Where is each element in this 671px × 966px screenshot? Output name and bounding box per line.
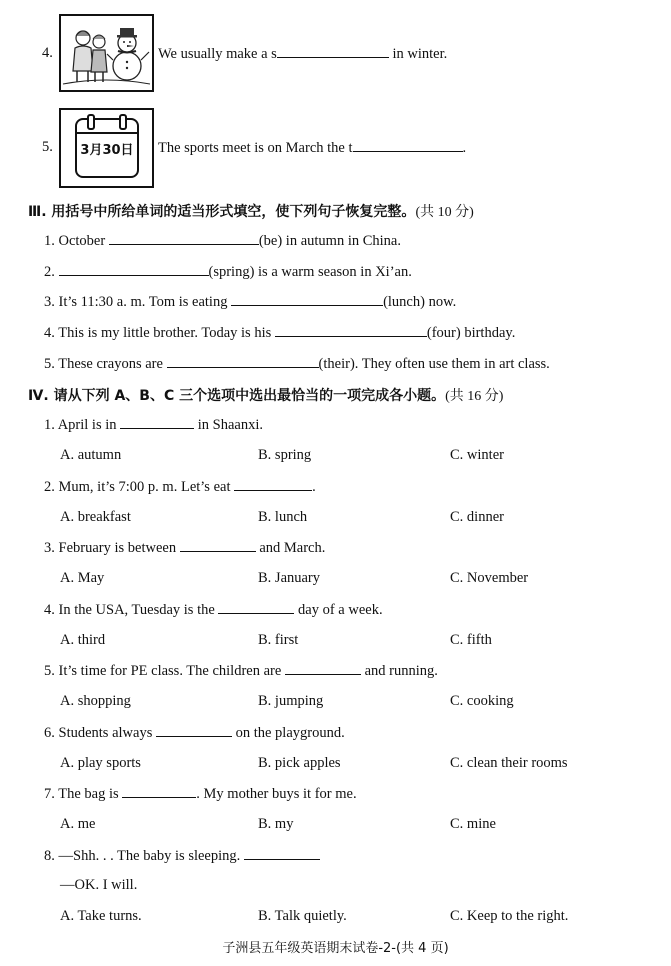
mc-number: 3. [44, 540, 55, 556]
mc-6-option-c[interactable]: C. clean their rooms [450, 755, 568, 771]
mc-number: 5. [44, 663, 55, 679]
s3-item-blank[interactable] [275, 324, 427, 337]
item-5-blank[interactable] [353, 139, 463, 152]
mc-question-8 [44, 847, 320, 865]
s3-item-text-after: (spring) is a warm season in Xi’an. [208, 264, 412, 280]
mc-text-after: . My mother buys it for me. [196, 786, 357, 802]
mc-question-4 [44, 601, 383, 619]
item-4-sentence [158, 45, 447, 63]
s3-item-2 [44, 263, 412, 281]
mc-text-after: and March. [255, 540, 326, 556]
item-4-blank[interactable] [277, 45, 389, 58]
mc-number: 2. [44, 479, 55, 495]
mc-text: February is between [58, 540, 180, 556]
mc-5-option-c[interactable]: C. cooking [450, 693, 514, 709]
item-4-number: 4. [42, 45, 53, 61]
s3-item-blank[interactable] [167, 355, 319, 368]
mc-number: 7. [44, 786, 55, 802]
s3-item-text: It’s 11:30 a. m. Tom is eating [58, 294, 232, 310]
mc-8-option-a[interactable]: A. Take turns. [60, 908, 142, 924]
s3-item-number: 5. [44, 356, 55, 372]
mc-2-option-b[interactable]: B. lunch [258, 509, 308, 525]
mc-number: 6. [44, 725, 55, 741]
mc-text-after: on the playground. [231, 725, 345, 741]
item-5-text: The sports meet is on March the t [158, 140, 353, 156]
mc-5-option-a[interactable]: A. shopping [60, 693, 131, 709]
item-4-text: We usually make a s [158, 46, 277, 62]
s3-item-4 [44, 324, 515, 342]
mc-6-option-a[interactable]: A. play sports [60, 755, 141, 771]
mc-blank[interactable] [156, 724, 232, 737]
mc-text-after: . [312, 479, 316, 495]
mc-blank[interactable] [285, 662, 361, 675]
mc-blank[interactable] [180, 539, 256, 552]
mc-question-3 [44, 539, 325, 557]
s3-item-1 [44, 232, 401, 250]
mc-1-option-b[interactable]: B. spring [258, 447, 312, 463]
mc-blank[interactable] [218, 601, 294, 614]
section-3-title [28, 201, 474, 221]
mc-number: 1. [44, 417, 55, 433]
section-4-title [28, 385, 503, 405]
s3-item-number: 1. [44, 233, 55, 249]
section-4-score: (共 16 分) [445, 389, 504, 404]
s3-item-text: These crayons are [58, 356, 167, 372]
s3-item-text-after: (lunch) now. [383, 294, 457, 310]
mc-blank[interactable] [122, 785, 196, 798]
mc-blank[interactable] [234, 478, 312, 491]
mc-3-option-c[interactable]: C. November [450, 570, 529, 586]
mc-7-option-a[interactable]: A. me [60, 816, 96, 832]
mc-2-option-a[interactable]: A. breakfast [60, 509, 131, 525]
s3-item-text-after: (their). They often use them in art class. [318, 356, 550, 372]
s3-item-text-after: (be) in autumn in China. [258, 233, 401, 249]
mc-4-option-b[interactable]: B. first [258, 632, 299, 648]
mc-question-1 [44, 416, 263, 434]
mc-text-after: day of a week. [294, 602, 383, 618]
mc-6-option-b[interactable]: B. pick apples [258, 755, 341, 771]
item-5-sentence [158, 139, 466, 157]
mc-1-option-a[interactable]: A. autumn [60, 447, 122, 463]
section-3-heading: Ⅲ. 用括号中所给单词的适当形式填空，使下列句子恢复完整。 [28, 204, 416, 220]
mc-question-2 [44, 478, 316, 496]
mc-question-7 [44, 785, 357, 803]
s3-item-number: 3. [44, 294, 55, 310]
mc-blank[interactable] [244, 847, 320, 860]
mc-number: 4. [44, 602, 55, 618]
mc-text: April is in [57, 417, 121, 433]
s3-item-blank[interactable] [231, 293, 383, 306]
item-5-number: 5. [42, 139, 53, 155]
mc-text: It’s time for PE class. The children are [58, 663, 285, 679]
mc-3-option-a[interactable]: A. May [60, 570, 105, 586]
calendar-picture [59, 108, 154, 188]
item-4-text-after: in winter. [388, 46, 448, 62]
s3-item-number: 4. [44, 325, 55, 341]
s3-item-blank[interactable] [109, 232, 259, 245]
mc-4-option-c[interactable]: C. fifth [450, 632, 492, 648]
calendar-date: 3月30日 [80, 143, 134, 158]
calendar-icon [75, 118, 139, 178]
mc-text: In the USA, Tuesday is the [58, 602, 219, 618]
s3-item-3 [44, 293, 456, 311]
mc-blank[interactable] [120, 416, 194, 429]
mc-1-option-c[interactable]: C. winter [450, 447, 504, 463]
s3-item-blank[interactable] [59, 263, 209, 276]
mc-text: Mum, it’s 7:00 p. m. Let’s eat [58, 479, 235, 495]
mc-3-option-b[interactable]: B. January [258, 570, 321, 586]
mc-4-option-a[interactable]: A. third [60, 632, 106, 648]
mc-8-option-c[interactable]: C. Keep to the right. [450, 908, 569, 924]
s3-item-text-after: (four) birthday. [426, 325, 516, 341]
item-5-text-after: . [462, 140, 467, 156]
mc-8-option-b[interactable]: B. Talk quietly. [258, 908, 347, 924]
mc-text: —Shh. . . The baby is sleeping. [58, 848, 244, 864]
mc-7-option-c[interactable]: C. mine [450, 816, 496, 832]
mc-5-option-b[interactable]: B. jumping [258, 693, 324, 709]
s3-item-number: 2. [44, 264, 55, 280]
snowman-picture [59, 14, 154, 92]
mc-number: 8. [44, 848, 55, 864]
mc-2-option-c[interactable]: C. dinner [450, 509, 504, 525]
s3-item-text: This is my little brother. Today is his [58, 325, 275, 341]
s3-item-text: October [58, 233, 109, 249]
page-footer: 子洲县五年级英语期末试卷-2-(共 4 页) [222, 941, 449, 956]
mc-text-after: and running. [360, 663, 438, 679]
mc-7-option-b[interactable]: B. my [258, 816, 294, 832]
mc-8-reply: —OK. I will. [60, 877, 138, 893]
mc-text: Students always [58, 725, 156, 741]
mc-text: The bag is [58, 786, 123, 802]
mc-question-6 [44, 724, 345, 742]
section-3-score: (共 10 分) [415, 205, 474, 220]
section-4-heading: Ⅳ. 请从下列 A、B、C 三个选项中选出最恰当的一项完成各小题。 [28, 388, 446, 404]
mc-text-after: in Shaanxi. [194, 417, 264, 433]
snowman-icon [61, 16, 152, 90]
s3-item-5 [44, 355, 550, 373]
mc-question-5 [44, 662, 438, 680]
